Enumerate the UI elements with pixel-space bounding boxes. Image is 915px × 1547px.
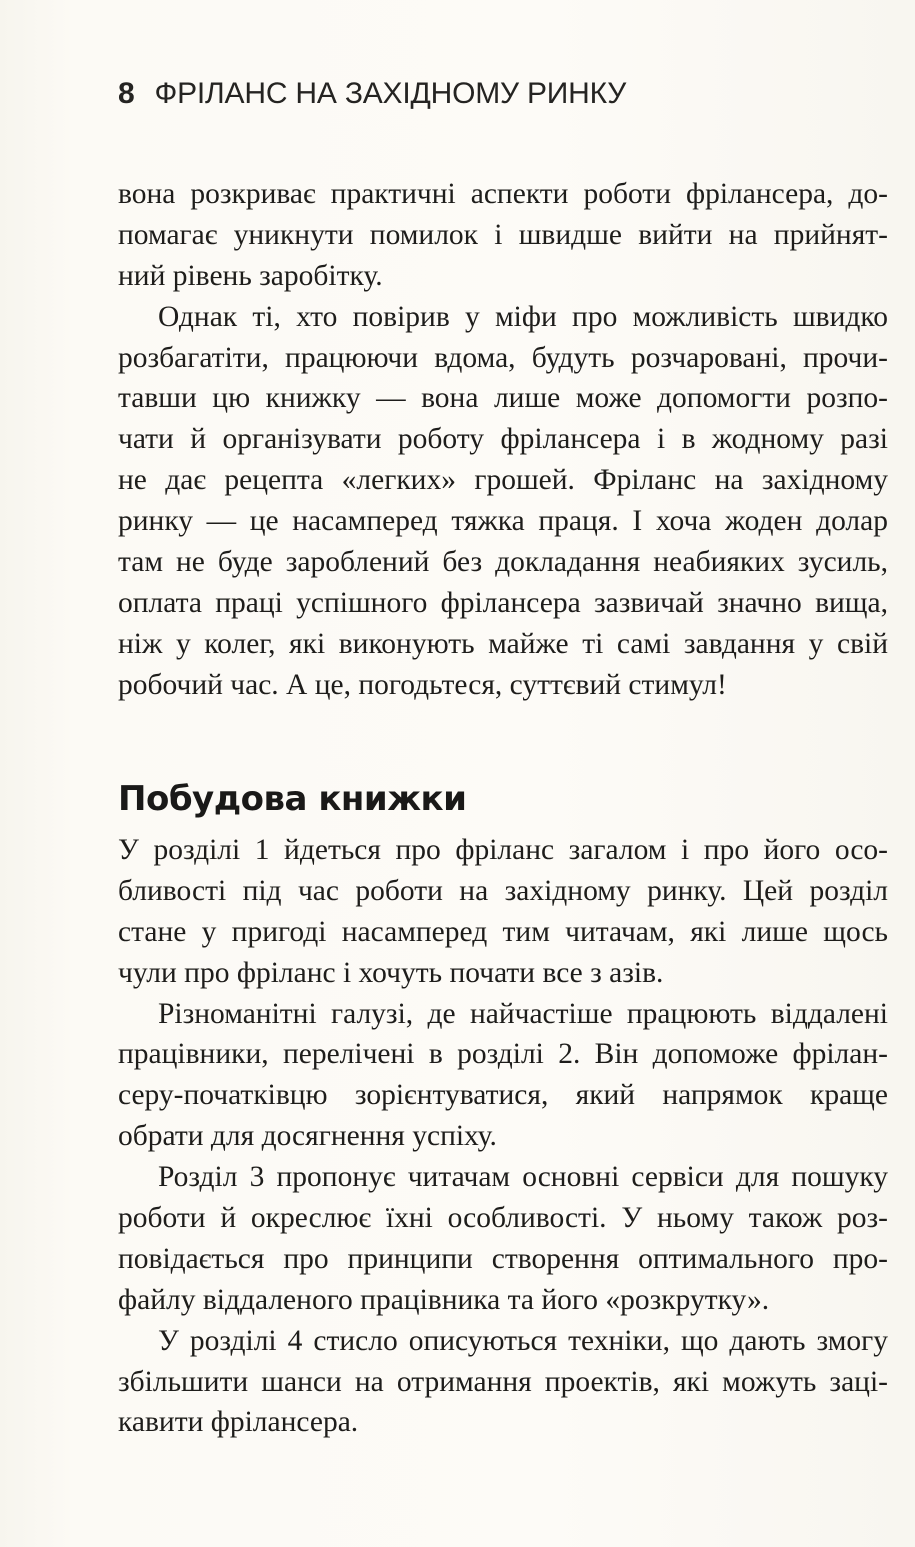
text-line: розбагатіти, працюючи вдома, будуть розчаровані, прочи- — [118, 341, 888, 374]
text-line: ніж у колег, які виконують майже ті самі завдання у свій — [118, 627, 888, 660]
text-line: файлу віддаленого працівника та його «розкрутку». — [118, 1283, 770, 1316]
running-head-title: ФРІЛАНС НА ЗАХІДНОМУ РИНКУ — [154, 77, 627, 110]
text-line: Однак ті, хто повірив у міфи про можливість швидко — [158, 300, 888, 333]
text-line: кавити фрілансера. — [118, 1406, 359, 1439]
paragraph — [118, 1321, 888, 1444]
intro-text-block — [118, 174, 888, 706]
section-text-block — [118, 830, 888, 1443]
text-line: працівники, перелічені в розділі 2. Він допоможе фрілан- — [118, 1038, 888, 1071]
text-line: У розділі 1 йдеться про фріланс загалом і про його осо- — [118, 834, 888, 866]
paragraph — [118, 830, 888, 994]
text-line: Розділ 3 пропонує читачам основні сервіси для пошуку — [158, 1161, 888, 1194]
paragraph — [118, 174, 888, 297]
section-heading: Побудова книжки — [118, 779, 467, 819]
paragraph — [118, 994, 888, 1158]
text-line: бливості під час роботи на західному ринку. Цей розділ — [118, 874, 888, 907]
page-number: 8 — [118, 77, 135, 110]
running-head — [118, 74, 626, 114]
text-line: чати й організувати роботу фрілансера і в жодному разі — [118, 423, 888, 456]
text-line: робочий час. А це, погодьтеся, суттєвий стимул! — [118, 668, 727, 701]
text-line: повідається про принципи створення оптимального про- — [118, 1242, 888, 1275]
text-line: Різноманітні галузі, де найчастіше працюють віддалені — [158, 997, 888, 1030]
text-line: вона розкриває практичні аспекти роботи фрілансера, до- — [118, 178, 888, 210]
text-line: роботи й окреслює їхні особливості. У ньому також роз- — [118, 1202, 888, 1235]
text-line: ний рівень заробітку. — [118, 259, 383, 292]
text-line: стане у пригоді насамперед тим читачам, які лише щось — [118, 915, 888, 948]
text-line: серу-початківцю зорієнтуватися, який напрямок краще — [118, 1079, 888, 1112]
text-line: не дає рецепта «легких» грошей. Фріланс на західному — [118, 464, 888, 497]
text-line: У розділі 4 стисло описуються техніки, що дають змогу — [158, 1324, 888, 1357]
text-line: оплата праці успішного фрілансера зазвичай значно вища, — [118, 586, 888, 619]
text-line: там не буде зароблений без докладання неабияких зусиль, — [118, 546, 888, 579]
text-line: чули про фріланс і хочуть почати все з азів. — [118, 956, 664, 989]
paragraph — [118, 297, 888, 706]
text-line: ринку — це насамперед тяжка праця. І хоча жоден долар — [118, 505, 888, 538]
text-line: помагає уникнути помилок і швидше вийти на прийнят- — [118, 218, 888, 251]
paragraph — [118, 1157, 888, 1321]
text-line: тавши цю книжку — вона лише може допомогти розпо- — [118, 382, 888, 415]
text-line: обрати для досягнення успіху. — [118, 1120, 497, 1153]
text-line: збільшити шанси на отримання проектів, які можуть заці- — [118, 1365, 888, 1398]
